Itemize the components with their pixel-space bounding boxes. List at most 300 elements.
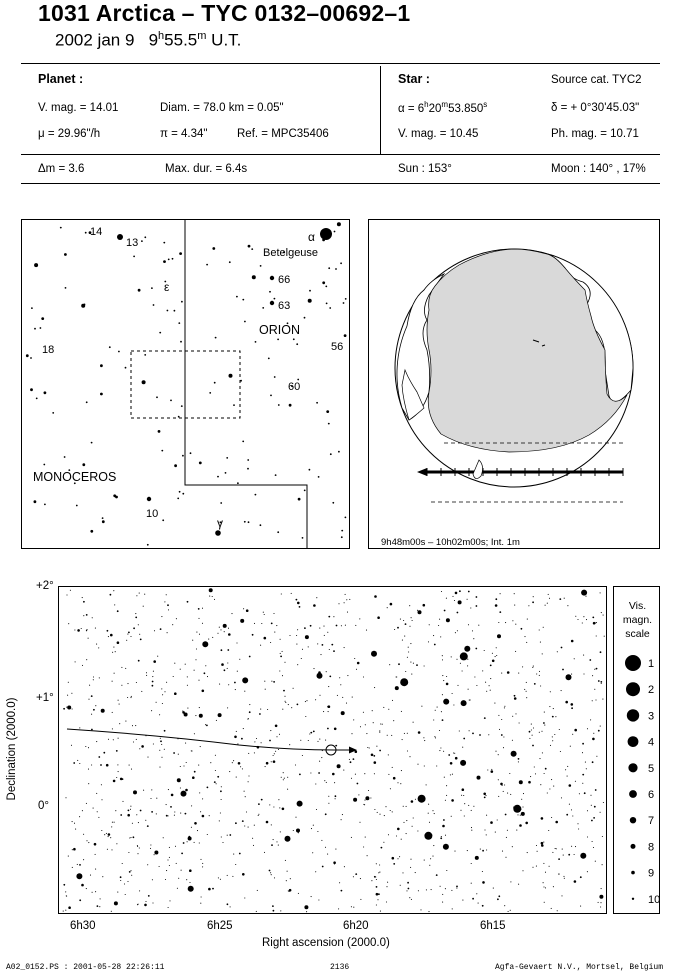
field-star [205,724,206,725]
field-star [106,833,107,834]
field-star [319,761,320,762]
field-star [601,612,602,613]
field-star [493,888,494,889]
field-star [93,676,94,677]
field-star [289,744,290,745]
field-star [144,904,147,907]
star-66 [270,276,274,280]
field-star [313,668,314,669]
field-star [526,697,527,698]
field-star [195,659,196,660]
field-star [261,742,262,743]
field-star [592,675,593,676]
finder-star [322,281,325,284]
field-star [539,671,540,672]
finder-star [334,231,336,233]
field-star [521,628,523,630]
finder-star [179,491,181,493]
field-star [102,876,103,877]
field-star [219,627,220,628]
field-star [524,689,525,690]
field-star [502,851,503,852]
field-star [413,817,414,818]
field-star [365,724,366,725]
finder-star [244,521,246,523]
scale-dot-8 [631,844,636,849]
field-star [144,594,145,595]
field-star [209,815,210,816]
field-star [186,879,187,880]
field-star [156,702,157,703]
field-star [522,666,523,667]
field-star [604,636,605,637]
field-star [390,810,391,811]
field-star [577,619,578,620]
field-star [163,837,164,838]
field-star [458,600,462,604]
field-star [501,719,502,720]
field-star [602,699,603,700]
field-star [273,910,275,912]
field-star [315,783,316,784]
field-star [339,677,340,678]
field-star [560,751,561,752]
field-star [327,728,329,730]
field-star [63,884,65,886]
field-star [592,738,595,741]
scale-dot-1 [625,655,641,671]
field-star [242,677,248,683]
field-star [133,627,135,629]
field-star [168,789,169,790]
field-star [398,663,400,665]
field-star [462,747,463,748]
field-star [152,685,154,687]
field-star [379,814,380,815]
field-star [198,608,200,610]
field-star [136,739,137,740]
field-star [160,628,162,630]
finder-star [41,317,44,320]
field-star [513,807,514,808]
field-star [291,593,292,594]
field-star [533,596,534,597]
finder-star [248,521,250,523]
field-star [434,644,436,646]
field-star [353,719,354,720]
field-star [177,778,181,782]
field-star [332,773,335,776]
field-star [490,678,491,679]
finder-star [91,442,93,444]
field-star [191,750,192,751]
field-star [537,851,538,852]
field-star [514,697,517,700]
field-star [507,830,508,831]
finder-star [255,341,257,343]
finder-star [100,364,103,367]
field-star [63,708,65,710]
field-star [380,911,381,912]
field-star [464,815,465,816]
field-star [376,879,377,880]
field-star [424,665,425,666]
field-star [514,605,515,606]
field-star [443,844,449,850]
field-star [99,906,100,907]
field-star [443,751,444,752]
field-star [515,624,516,625]
field-star [279,670,280,671]
x-tick-6h30: 6h30 [70,920,96,932]
field-star [446,598,447,599]
label-13: 13 [126,237,139,249]
field-star [432,856,433,857]
field-star [412,620,413,621]
finder-star [332,502,334,504]
field-star [367,747,368,748]
star-ra-prefix: α = 6 [398,102,425,115]
field-star [265,689,266,690]
finder-star [269,291,271,293]
field-star [114,901,118,905]
field-star [181,791,187,797]
field-star [153,671,154,672]
field-star [533,727,534,728]
field-star [304,905,308,909]
field-star [310,732,312,734]
field-star [260,709,261,710]
field-star [571,846,572,847]
field-star [416,664,418,666]
field-star [129,765,130,766]
field-star [313,731,315,733]
field-star [593,733,594,734]
field-star [283,690,285,692]
field-star [167,604,169,606]
field-star [589,659,591,661]
field-star [344,602,345,603]
field-star [574,658,575,659]
field-star [508,911,509,912]
field-star [343,770,344,771]
field-star [200,746,201,747]
field-star [498,779,499,780]
field-star [212,596,213,597]
field-star [370,797,371,798]
field-star [360,899,361,900]
field-star [548,594,549,595]
field-star [291,707,292,708]
finder-star [180,341,182,343]
finder-star [34,263,38,267]
field-star [510,910,511,911]
finder-star [328,267,330,269]
field-star [304,627,306,629]
field-star [276,841,277,842]
field-star [269,870,271,872]
field-star [452,908,453,909]
field-star [512,740,513,741]
field-star [552,736,553,737]
field-star [130,697,131,698]
field-star [438,625,439,626]
finder-star [163,242,165,244]
field-star [264,637,267,640]
field-star [590,719,591,720]
field-star [266,762,269,765]
y-tick-0: 0° [38,800,49,812]
field-star [347,612,348,613]
field-star [446,785,447,786]
field-star [248,781,249,782]
field-star [278,845,279,846]
field-star [500,783,503,786]
field-star [120,778,123,781]
field-star [247,719,248,720]
field-star [79,763,80,764]
field-star [108,833,111,836]
field-star [124,883,125,884]
field-star [293,688,294,689]
field-star [164,691,165,692]
field-star [464,803,465,804]
field-star [246,609,249,612]
field-star [353,876,354,877]
field-star [202,690,205,693]
field-star [199,707,200,708]
field-star [507,671,510,674]
field-star [512,620,513,621]
field-star [436,874,438,876]
field-star [282,709,283,710]
finder-star [338,451,340,453]
scale-label-1: 1 [648,658,655,670]
field-star [430,858,431,859]
field-star [596,668,598,670]
field-star [467,599,468,600]
field-star [260,645,261,646]
field-star [407,750,408,751]
field-star [541,844,544,847]
field-star [273,806,274,807]
field-star [582,774,584,776]
field-star [495,598,497,600]
finder-star [345,298,347,300]
field-star [154,854,155,855]
finder-star [237,482,239,484]
finder-chart [21,219,350,549]
finder-star [343,302,345,304]
field-star [273,839,274,840]
field-star [160,738,161,739]
label-betelgeuse: Betelgeuse [263,247,319,259]
field-star [534,766,535,767]
field-star [547,603,548,604]
field-star [452,596,453,597]
field-star [151,789,152,790]
field-star [196,632,197,633]
field-star [457,685,458,686]
field-star [189,869,192,872]
field-star [269,804,270,805]
field-star [470,607,471,608]
field-star [387,607,388,608]
finder-star [76,505,78,507]
field-star [439,730,440,731]
finder-star [242,299,244,301]
field-star [131,696,132,697]
field-star [522,870,523,871]
field-star [435,710,436,711]
finder-star [252,275,256,279]
field-star [92,892,93,893]
field-star [137,845,138,846]
field-star [456,659,457,660]
field-star [287,777,288,778]
field-star [582,783,583,784]
field-star [234,736,237,739]
finder-star [125,367,127,369]
field-star [543,886,544,887]
field-star [476,596,478,598]
field-star [130,837,131,838]
field-star [426,784,427,785]
field-star [249,656,251,658]
field-star [147,757,148,758]
field-star [355,873,357,875]
field-star [558,858,560,860]
field-star [231,613,232,614]
field-star [497,898,499,900]
field-star [325,813,327,815]
field-star [169,900,170,901]
field-star [436,765,437,766]
field-star [574,729,577,732]
field-star [169,865,170,866]
finder-star [30,357,32,359]
field-star [518,673,519,674]
field-star [408,651,409,652]
field-star [445,888,446,889]
field-star [353,758,355,760]
field-star [153,743,154,744]
field-star [186,762,187,763]
field-star [95,628,96,629]
field-star [335,798,336,799]
field-star [496,647,497,648]
field-star [445,800,446,801]
field-star [504,905,505,906]
field-star [484,717,486,719]
field-star [444,777,445,778]
field-star [222,842,223,843]
field-star [76,873,82,879]
field-star [310,772,311,773]
finder-star [102,517,104,519]
finder-star [268,358,270,360]
finder-star [345,517,347,519]
field-star [65,891,66,892]
field-star [403,620,404,621]
field-star [524,636,525,637]
field-star [82,665,83,666]
field-star [539,758,540,759]
field-star [125,894,126,895]
field-star [114,673,115,674]
field-star [462,788,465,791]
field-star [581,590,587,596]
finder-star [215,337,217,339]
field-star [228,633,231,636]
field-star [563,855,564,856]
field-star [150,844,151,845]
finder-star [158,430,161,433]
field-star [583,616,584,617]
finder-star [85,232,87,234]
finder-star [214,382,216,384]
field-star [444,610,446,612]
finder-star [181,301,183,303]
field-star [199,792,200,793]
field-star [407,657,408,658]
field-star [139,634,140,635]
field-star [243,728,244,729]
field-star [218,713,222,717]
field-star [298,893,299,894]
field-star [139,748,140,749]
star-declination: δ = + 0°30'45.03" [551,102,640,114]
field-star [541,842,544,845]
field-star [587,810,588,811]
field-star [495,656,496,657]
magnitude-scale [613,586,660,914]
field-star [459,730,460,731]
field-star [443,680,444,681]
field-star [97,811,98,812]
field-star [138,624,139,625]
field-star [284,778,285,779]
field-star [442,825,445,828]
field-star [126,640,127,641]
field-star [177,888,178,889]
field-star [574,854,575,855]
field-star [115,651,116,652]
field-star [569,804,570,805]
field-star [328,796,329,797]
field-star [545,605,546,606]
scale-dot-6 [629,790,637,798]
field-star [545,872,546,873]
field-star [290,878,291,879]
field-star [110,594,112,596]
field-star [346,599,347,600]
field-star [603,802,604,803]
field-star [278,749,279,750]
field-star [185,813,187,815]
field-star [371,880,372,881]
field-star [234,682,236,684]
field-star [297,602,300,605]
field-star [550,745,551,746]
field-star [433,635,434,636]
moon-elongation: Moon : 140° , 17% [551,163,646,175]
finder-star [44,504,46,506]
field-star [552,852,553,853]
field-star [162,703,163,704]
time-h-sup: h [158,30,165,42]
field-star [395,686,399,690]
